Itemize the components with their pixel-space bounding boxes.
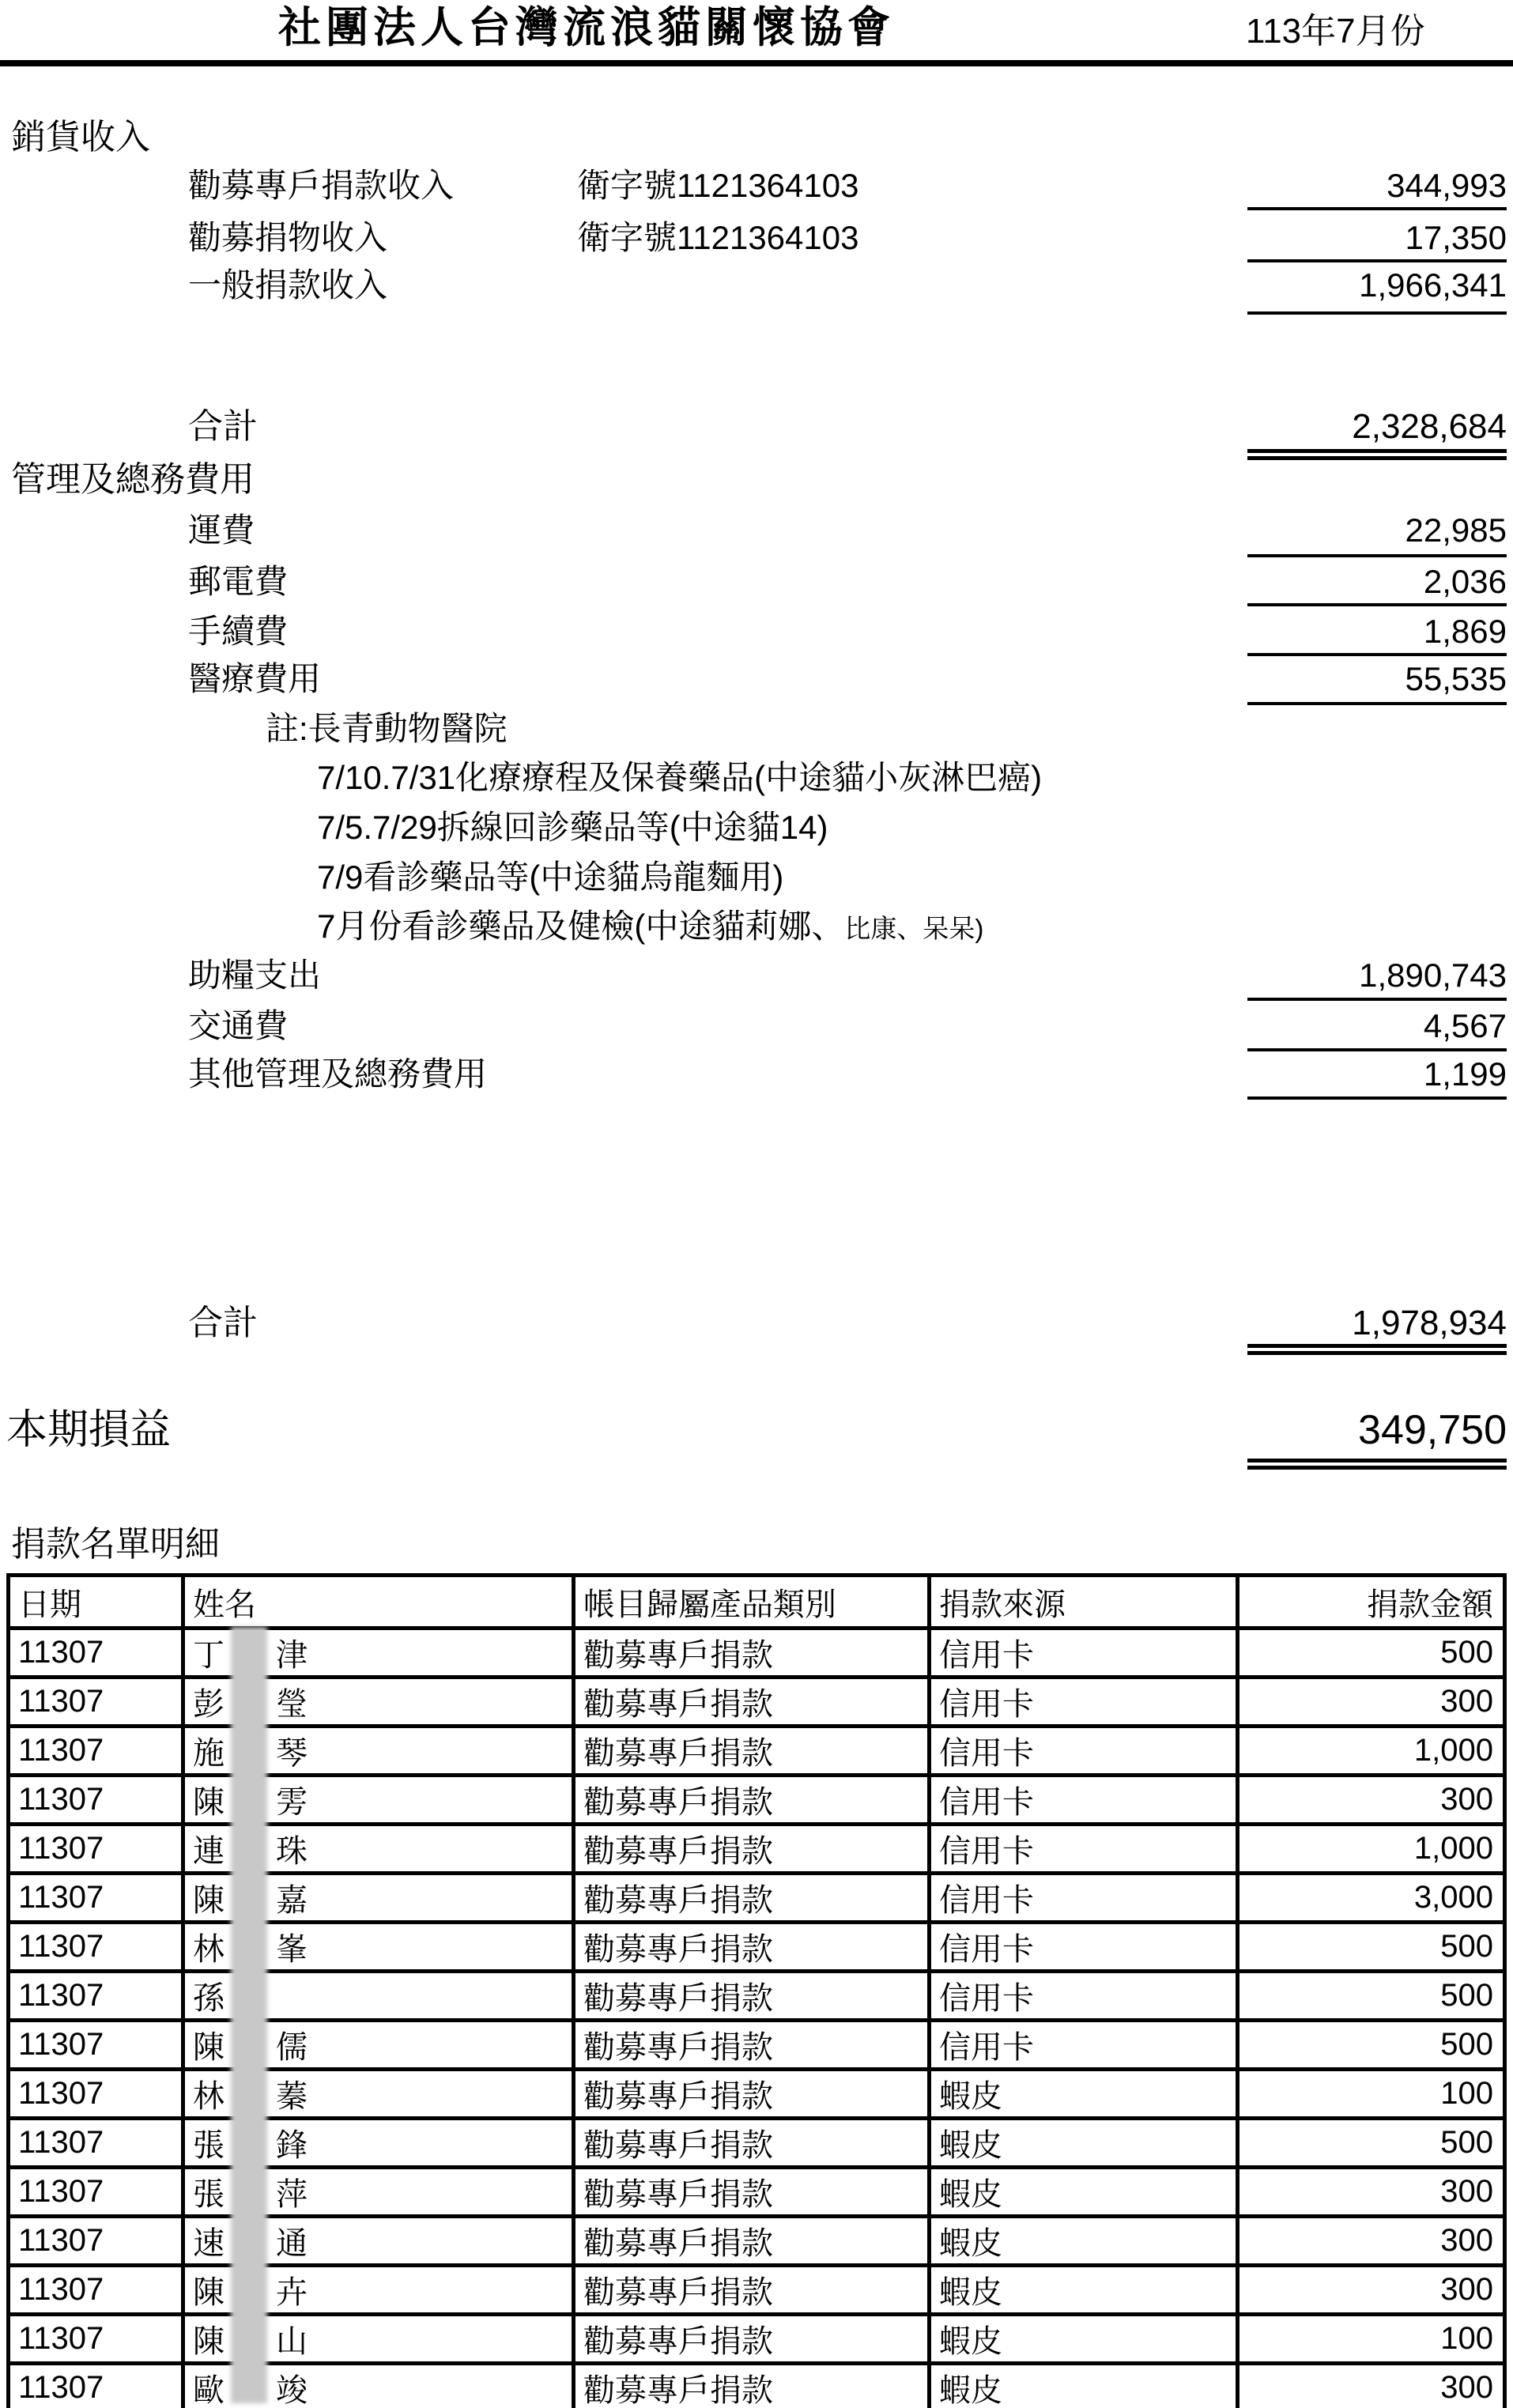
medical-note-line: 7/9看診藥品等(中途貓烏龍麵用) [317,859,784,896]
donor-surname: 張 [193,2177,224,2212]
donation-date: 11307 [9,2021,183,2070]
donations-header-row [9,1576,1505,1629]
donation-source: 蝦皮 [930,2070,1238,2119]
total-double-underline [1247,1459,1507,1463]
donation-date: 11307 [9,1678,183,1727]
donor-given-name: 峯 [276,1932,308,1967]
donation-source: 信用卡 [930,2021,1238,2070]
donor-given-name: 通 [276,2226,308,2261]
col-header-source: 捐款來源 [930,1576,1238,1629]
donation-source: 蝦皮 [930,2217,1238,2266]
income-row-ref: 衛字號1121364103 [577,167,859,204]
donation-date: 11307 [9,1972,183,2021]
donation-category: 勸募專戶捐款 [574,1678,930,1727]
income-row-ref: 衛字號1121364103 [577,219,859,256]
expense-row-label: 其他管理及總務費用 [188,1055,488,1093]
donor-surname: 歐 [193,2373,224,2408]
donor-surname: 林 [193,2079,224,2114]
donation-amount: 300 [1238,2217,1505,2266]
income-section-label: 銷貨收入 [11,118,150,157]
expense-row-label: 醫療費用 [188,660,322,697]
donation-category: 勸募專戶捐款 [574,2266,930,2315]
col-header-date: 日期 [9,1576,183,1629]
donor-surname: 丁 [193,1638,224,1673]
expense-row-amount: 22,985 [1405,511,1507,549]
donor-given-name: 山 [276,2324,308,2359]
donor-surname: 陳 [193,2030,224,2065]
donor-surname: 施 [193,1736,224,1771]
donation-category: 勸募專戶捐款 [574,2070,930,2119]
donation-amount: 1,000 [1238,1825,1505,1874]
donor-given-name: 蓁 [276,2079,308,2114]
donor-given-name: 雱 [276,1785,308,1820]
expenses-total-label: 合計 [188,1304,258,1342]
total-double-underline [1247,1344,1507,1348]
amount-underline [1247,1048,1507,1051]
donation-amount: 300 [1238,1776,1505,1825]
donation-category: 勸募專戶捐款 [574,1874,930,1923]
expense-row-amount: 1,890,743 [1359,957,1507,994]
donation-date: 11307 [9,2315,183,2364]
donor-surname: 張 [193,2128,224,2163]
expense-row-label: 郵電費 [188,563,289,600]
donation-category: 勸募專戶捐款 [574,2364,930,2408]
amount-underline [1247,311,1507,315]
donation-source: 信用卡 [930,1825,1238,1874]
donation-source: 蝦皮 [930,2119,1238,2168]
col-header-name: 姓名 [183,1576,574,1629]
expenses-section-label: 管理及總務費用 [11,460,255,499]
donation-category: 勸募專戶捐款 [574,1923,930,1972]
donor-given-name: 鋒 [276,2128,308,2163]
donation-amount: 500 [1238,1629,1505,1678]
col-header-amount: 捐款金額 [1238,1576,1505,1629]
expense-row-amount: 4,567 [1423,1007,1507,1044]
donation-category: 勸募專戶捐款 [574,1972,930,2021]
donation-amount: 3,000 [1238,1874,1505,1923]
donation-category: 勸募專戶捐款 [574,2119,930,2168]
donation-date: 11307 [9,1874,183,1923]
donor-surname: 陳 [193,1785,224,1820]
amount-underline [1247,702,1507,705]
donation-category: 勸募專戶捐款 [574,2217,930,2266]
donation-source: 蝦皮 [930,2168,1238,2217]
donor-given-name: 瑩 [276,1687,308,1722]
medical-note-line [317,908,983,945]
donation-amount: 100 [1238,2315,1505,2364]
donor-given-name: 萍 [276,2177,308,2212]
expense-row-label: 手續費 [188,613,289,650]
donation-amount: 500 [1238,2119,1505,2168]
donation-date: 11307 [9,1629,183,1678]
total-double-underline [1247,1466,1507,1470]
donor-surname: 陳 [193,2324,224,2359]
amount-underline [1247,554,1507,557]
amount-underline [1247,259,1507,262]
donation-amount: 300 [1238,2266,1505,2315]
donation-source: 信用卡 [930,1776,1238,1825]
income-row-amount: 17,350 [1405,219,1507,256]
donor-given-name: 竣 [276,2373,308,2408]
medical-note-title: 註:長青動物醫院 [266,710,507,747]
medical-note-line: 7/5.7/29拆線回診藥品等(中途貓14) [317,809,828,846]
donation-amount: 500 [1238,1923,1505,1972]
donation-date: 11307 [9,2266,183,2315]
donation-date: 11307 [9,2168,183,2217]
income-row-amount: 344,993 [1387,167,1507,204]
income-row-amount: 1,966,341 [1359,266,1507,304]
expense-row-amount: 1,869 [1423,613,1507,650]
net-income-label: 本期損益 [6,1407,172,1453]
donor-surname: 彭 [193,1687,224,1722]
total-double-underline [1247,1351,1507,1355]
donation-source: 蝦皮 [930,2315,1238,2364]
donation-date: 11307 [9,1825,183,1874]
donation-date: 11307 [9,2364,183,2408]
income-row-label: 勸募專戶捐款收入 [188,167,455,204]
medical-note-line-main: 7月份看診藥品及健檢(中途貓莉娜、 [317,908,845,945]
donor-surname: 連 [193,1834,224,1869]
amount-underline [1247,603,1507,606]
expense-row-amount: 2,036 [1423,563,1507,600]
donor-surname: 孫 [193,1981,224,2016]
income-row-label: 勸募捐物收入 [188,219,388,256]
donation-source: 信用卡 [930,1678,1238,1727]
expense-row-amount: 1,199 [1423,1055,1507,1093]
total-double-underline [1247,449,1507,453]
donor-surname: 林 [193,1932,224,1967]
donation-date: 11307 [9,2119,183,2168]
donation-category: 勸募專戶捐款 [574,1825,930,1874]
donor-given-name: 嘉 [276,1883,308,1918]
net-income-amount: 349,750 [1358,1407,1507,1453]
org-title: 社團法人台灣流浪貓關懷協會 [278,4,895,51]
total-double-underline [1247,456,1507,460]
donation-category: 勸募專戶捐款 [574,1776,930,1825]
donor-given-name: 卉 [276,2275,308,2310]
donation-amount: 500 [1238,1972,1505,2021]
donation-amount: 300 [1238,1678,1505,1727]
donation-date: 11307 [9,1776,183,1825]
donation-source: 信用卡 [930,1923,1238,1972]
donation-source: 信用卡 [930,1972,1238,2021]
donor-given-name: 儒 [276,2030,308,2065]
donation-amount: 300 [1238,2364,1505,2408]
amount-underline [1247,998,1507,1001]
expense-row-label: 運費 [188,511,255,549]
donor-surname: 陳 [193,1883,224,1918]
donation-source: 信用卡 [930,1629,1238,1678]
donation-category: 勸募專戶捐款 [574,1727,930,1776]
donation-date: 11307 [9,1727,183,1776]
medical-note-line-small: 比康、呆呆) [844,914,984,943]
donation-amount: 100 [1238,2070,1505,2119]
donation-category: 勸募專戶捐款 [574,1629,930,1678]
income-total-amount: 2,328,684 [1352,407,1507,446]
period-label: 113年7月份 [1246,12,1425,51]
expenses-total-amount: 1,978,934 [1352,1304,1507,1342]
expense-row-label: 助糧支出 [188,957,322,994]
title-rule [0,60,1513,66]
donation-source: 信用卡 [930,1874,1238,1923]
donation-date: 11307 [9,2217,183,2266]
amount-underline [1247,653,1507,656]
donation-category: 勸募專戶捐款 [574,2021,930,2070]
name-redaction-band [231,1627,267,2403]
expense-row-label: 交通費 [188,1007,289,1044]
donation-date: 11307 [9,1923,183,1972]
donation-amount: 500 [1238,2021,1505,2070]
income-total-label: 合計 [188,407,258,446]
amount-underline [1247,207,1507,210]
donation-category: 勸募專戶捐款 [574,2168,930,2217]
donation-source: 蝦皮 [930,2266,1238,2315]
donor-given-name: 津 [276,1638,308,1673]
donor-surname: 速 [193,2226,224,2261]
income-row-label: 一般捐款收入 [188,266,388,304]
medical-note-line: 7/10.7/31化療療程及保養藥品(中途貓小灰淋巴癌) [317,759,1043,796]
donation-source: 蝦皮 [930,2364,1238,2408]
expense-row-amount: 55,535 [1405,660,1507,697]
donations-section-label: 捐款名單明細 [11,1525,220,1564]
amount-underline [1247,1096,1507,1100]
donation-amount: 300 [1238,2168,1505,2217]
donation-source: 信用卡 [930,1727,1238,1776]
col-header-category: 帳目歸屬產品類別 [574,1576,930,1629]
donor-given-name: 琴 [276,1736,308,1771]
donation-category: 勸募專戶捐款 [574,2315,930,2364]
donation-amount: 1,000 [1238,1727,1505,1776]
donation-date: 11307 [9,2070,183,2119]
donor-surname: 陳 [193,2275,224,2310]
donor-given-name: 珠 [276,1834,308,1869]
